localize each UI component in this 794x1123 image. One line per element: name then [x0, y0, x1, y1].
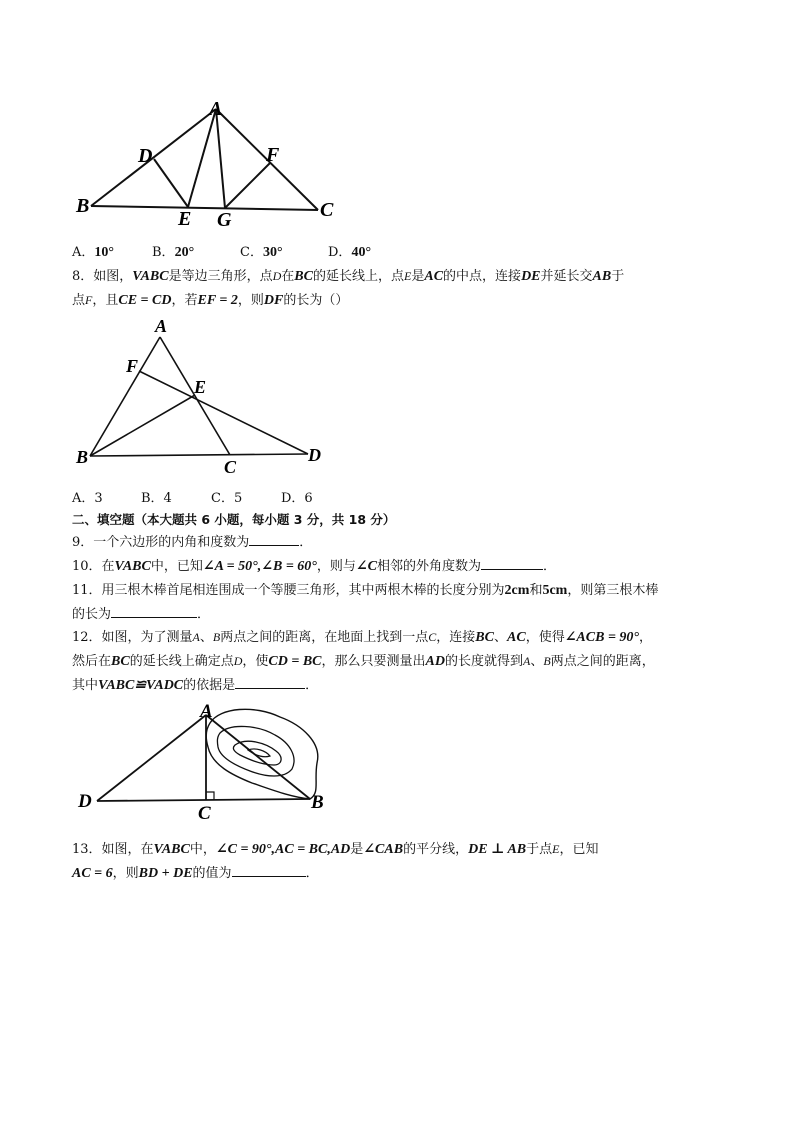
label-e: E	[194, 377, 207, 397]
label-e: E	[178, 208, 192, 230]
figure-equilateral-triangle	[70, 315, 335, 480]
label-a: A	[155, 316, 168, 336]
segment-bc	[91, 206, 318, 210]
right-angle-mark	[206, 792, 214, 800]
q13-line-2: AC = 6，则BD + DE的值为 ．	[72, 866, 319, 881]
segment-ag	[216, 109, 225, 208]
label-b: B	[76, 195, 90, 217]
label-c: C	[224, 457, 237, 477]
q9: 9．一个六边形的内角和度数为 ．	[72, 535, 313, 550]
label-a: A	[209, 98, 223, 120]
segment-be	[90, 395, 195, 456]
q10: 10．在VABC中，已知∠A = 50°,∠B = 60°，则与∠C相邻的外角度数为 ．	[72, 559, 557, 574]
q7-option-c[interactable]: C．30°	[240, 245, 283, 260]
q7-option-d[interactable]: D．40°	[328, 245, 372, 260]
q12-line-1: 12．如图，为了测量A、B两点之间的距离，在地面上找到一点C，连接BC、AC，使得∠ACB = 90°，	[72, 630, 653, 645]
q8-option-d[interactable]: D．6	[281, 491, 313, 506]
label-a: A	[200, 701, 213, 722]
q13-answer-blank[interactable]	[232, 864, 306, 877]
segment-ab	[206, 715, 310, 799]
label-f: F	[126, 356, 139, 376]
q8-options	[72, 490, 313, 508]
label-c: C	[198, 803, 211, 820]
label-g: G	[217, 209, 232, 230]
segment-de	[154, 159, 188, 207]
q7-option-a[interactable]: A．10°	[72, 245, 114, 260]
q8-option-c[interactable]: C．5	[211, 491, 243, 506]
label-d: D	[308, 445, 321, 465]
q10-answer-blank[interactable]	[481, 557, 543, 570]
segment-bd	[90, 454, 308, 456]
q11-line-2: 的长为 ．	[72, 607, 211, 622]
q8-option-a[interactable]: A．3	[72, 491, 103, 506]
segment-ab	[90, 337, 160, 456]
q8-line-1: 8．如图，VABC是等边三角形，点D在BC的延长线上，点E是AC的中点，连接DE并延长交AB于	[72, 269, 625, 284]
segment-fg	[225, 163, 270, 208]
q12-line-2: 然后在BC的延长线上确定点D，使CD = BC，那么只要测量出AD的长度就得到A、B两点之间的距离，	[72, 654, 655, 669]
pond-outline-core	[248, 749, 270, 757]
section-title: 二、填空题（本大题共 6 小题，每小题 3 分，共 18 分）	[72, 512, 396, 527]
q13-line-1: 13．如图，在VABC中，∠C = 90°,AC = BC,AD是∠CAB的平分线，DE ⊥ AB于点E，已知	[72, 842, 599, 857]
q11-answer-blank[interactable]	[111, 605, 197, 618]
pond-outline-outer	[206, 709, 318, 799]
label-c: C	[320, 199, 334, 221]
q12-line-3: 其中VABC≌VADC的依据是 ．	[72, 678, 319, 693]
label-b: B	[311, 792, 324, 813]
segment-ae	[188, 109, 216, 207]
q8-option-b[interactable]: B．4	[141, 491, 172, 506]
q9-answer-blank[interactable]	[249, 533, 299, 546]
figure-pond-measurement	[70, 695, 340, 820]
segment-db	[97, 799, 310, 801]
label-d: D	[138, 145, 153, 167]
segment-ad	[97, 715, 206, 801]
label-d: D	[78, 791, 92, 812]
segment-ab	[91, 109, 216, 206]
q11-line-1: 11．用三根木棒首尾相连围成一个等腰三角形，其中两根木棒的长度分别为2cm和5cm，则第三根木棒	[72, 583, 659, 598]
q8-line-2: 点F，且CE = CD，若EF = 2，则DF的长为（）	[72, 293, 349, 308]
figure-triangle-abc-defg	[70, 95, 340, 230]
q12-answer-blank[interactable]	[235, 676, 305, 689]
label-b: B	[76, 447, 89, 467]
q7-option-b[interactable]: B．20°	[152, 245, 195, 260]
q7-options	[72, 244, 371, 262]
label-f: F	[266, 144, 280, 166]
pond-outline-inner	[233, 741, 281, 765]
